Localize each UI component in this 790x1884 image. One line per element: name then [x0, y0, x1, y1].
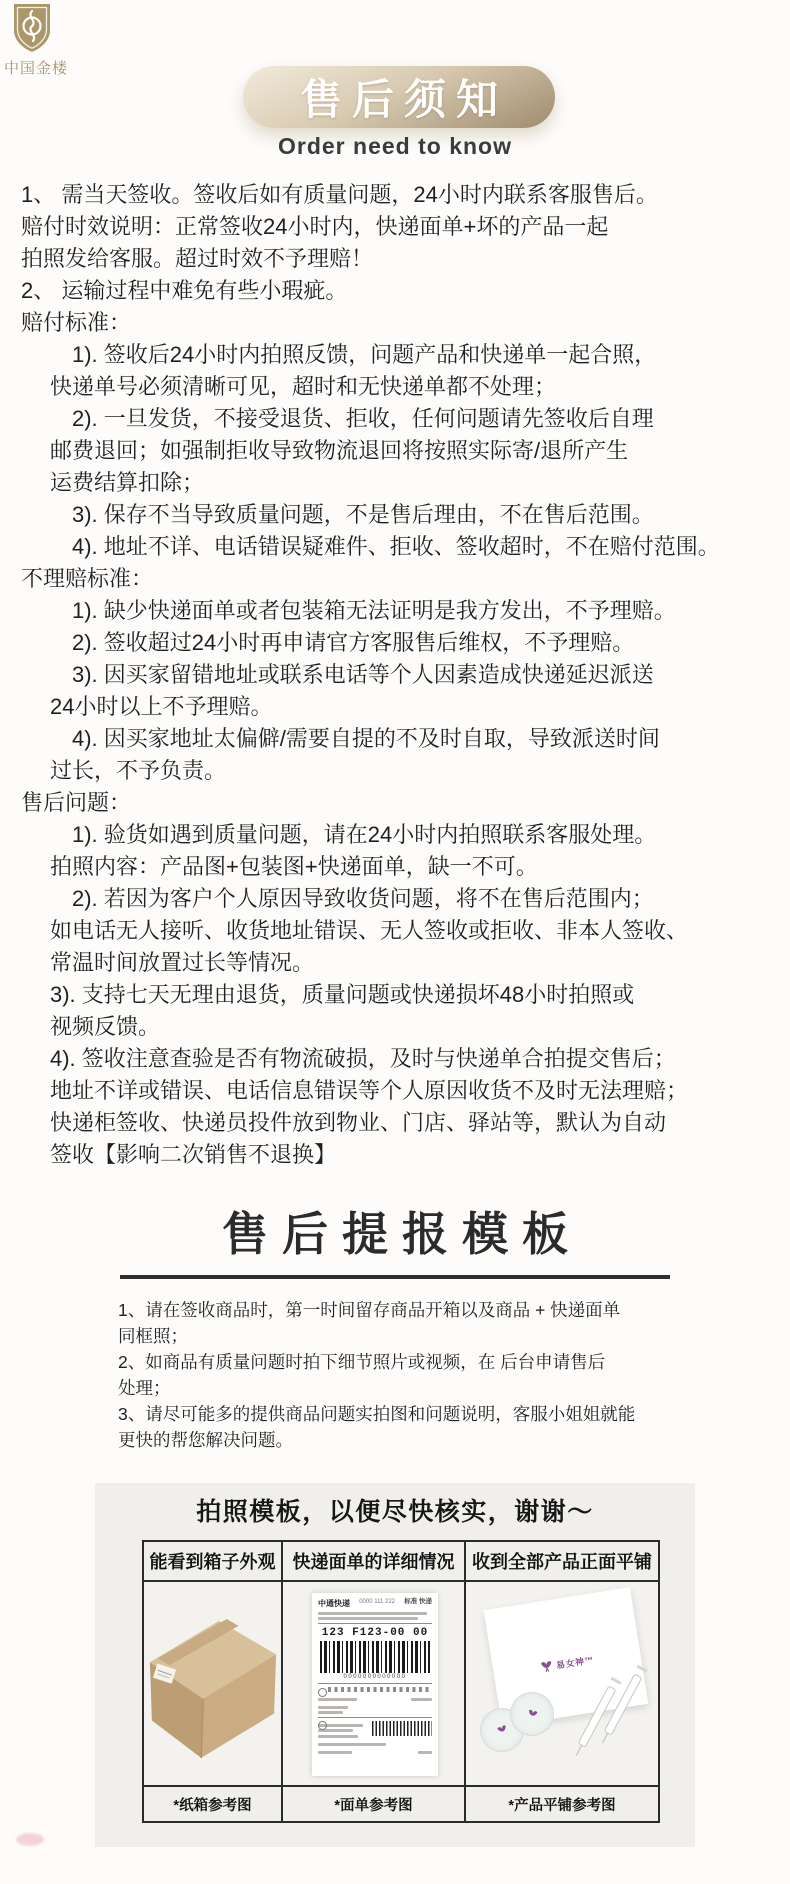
notice-line: 3). 保存不当导致质量问题，不是售后理由，不在售后范围。	[72, 502, 654, 527]
brand-logo	[4, 2, 114, 78]
field-line	[318, 1743, 386, 1746]
field-line	[418, 1751, 432, 1754]
pink-artifact	[16, 1833, 44, 1846]
notice-line: 拍照发给客服。超过时效不予理赔！	[21, 246, 374, 271]
service-type: 标准 快递	[404, 1598, 432, 1605]
notice-line: 4). 签收注意查验是否有物流破损，及时与快递单合拍提交售后；	[50, 1046, 676, 1071]
template-line: 3、请尽可能多的提供商品问题实拍图和问题说明，客服小姐姐就能	[118, 1404, 636, 1424]
field-line	[411, 1698, 432, 1701]
shipping-label	[312, 1593, 438, 1776]
shield-monogram-icon	[12, 2, 52, 54]
notice-line: 赔付标准：	[21, 310, 132, 335]
barcode	[320, 1641, 430, 1673]
field-line	[318, 1698, 357, 1701]
photo-template-panel	[95, 1483, 695, 1847]
report-template-title: 售后提报模板	[222, 1208, 582, 1260]
template-line: 1、请在签收商品时，第一时间留存商品开箱以及商品 + 快递面单	[118, 1300, 621, 1320]
notice-line: 2). 签收超过24小时再申请官方客服售后维权，不予理赔。	[72, 630, 635, 655]
sort-code: 123 F123-00 00	[321, 1627, 429, 1639]
notice-line: 2、 运输过程中难免有些小瑕疵。	[21, 278, 348, 303]
cardboard-box-icon	[144, 1582, 281, 1785]
notice-line: 快递柜签收、快递员投件放到物业、门店、驿站等，默认为自动	[50, 1110, 667, 1135]
waybill-number: 0000 111 222	[359, 1599, 395, 1605]
brand-name: 中国金楼	[4, 60, 69, 77]
notice-title: 售后须知	[299, 76, 508, 123]
butterfly-logo-icon	[539, 1659, 554, 1674]
barcode-digits: 0000000000000	[343, 1674, 407, 1680]
butterfly-logo-icon	[525, 1707, 538, 1720]
notice-line: 视频反馈。	[50, 1014, 161, 1039]
template-line: 处理；	[118, 1378, 171, 1398]
notice-line: 1). 签收后24小时内拍照反馈，问题产品和快递单一起合照，	[72, 342, 657, 367]
shipping-label-image	[283, 1582, 466, 1787]
address-line	[318, 1612, 427, 1615]
table-caption-product: *产品平铺参考图	[508, 1797, 616, 1814]
notice-line: 4). 地址不详、电话错误疑难件、拒收、签收超时，不在赔付范围。	[72, 534, 720, 559]
product-flatlay-image	[466, 1582, 658, 1787]
table-header-box: 能看到箱子外观	[144, 1542, 283, 1582]
table-header-product: 收到全部产品正面平铺	[466, 1542, 658, 1582]
notice-line: 1). 验货如遇到质量问题，请在24小时内拍照联系客服处理。	[72, 822, 657, 847]
cardboard-box-image	[144, 1582, 283, 1787]
table-caption-box: *纸箱参考图	[144, 1787, 283, 1821]
notice-line: 2). 若因为客户个人原因导致收货问题，将不在售后范围内；	[72, 886, 654, 911]
field-line	[318, 1751, 352, 1754]
small-barcode	[372, 1721, 432, 1736]
label-divider	[318, 1623, 432, 1624]
notice-line: 不理赔标准：	[21, 566, 154, 591]
field-line	[318, 1735, 358, 1738]
photo-panel-title: 拍照模板，以便尽快核实，谢谢～	[196, 1498, 594, 1526]
table-header-label: 快递面单的详细情况	[283, 1542, 466, 1582]
label-divider	[318, 1683, 432, 1684]
notice-line: 地址不详或错误、电话信息错误等个人原因收货不及时无法理赔；	[50, 1078, 689, 1103]
notice-line: 4). 因买家地址太偏僻/需要自提的不及时自取，导致派送时间	[72, 726, 660, 751]
digits-row	[328, 1687, 432, 1692]
notice-line: 邮费退回；如强制拒收导致物流退回将按照实际寄/退所产生	[50, 438, 629, 463]
field-line	[318, 1711, 343, 1714]
notice-title-badge	[243, 66, 555, 128]
notice-line: 签收【影响二次销售不退换】	[50, 1142, 337, 1167]
table-caption-label: *面单参考图	[283, 1787, 466, 1821]
notice-line: 3). 因买家留错地址或联系电话等个人因素造成快递延迟派送	[72, 662, 654, 687]
notice-line: 赔付时效说明：正常签收24小时内，快递面单+坏的产品一起	[21, 214, 609, 239]
notice-line: 过长，不予负责。	[50, 758, 227, 783]
template-line: 2、如商品有质量问题时拍下细节照片或视频，在 后台申请售后	[118, 1352, 606, 1372]
courier-name: 中通快递	[318, 1599, 350, 1608]
receiver-icon	[318, 1721, 327, 1730]
after-sales-notice-list	[0, 179, 790, 1171]
notice-subtitle: Order need to know	[278, 133, 512, 159]
butterfly-logo-icon	[495, 1723, 509, 1737]
product-brand: 易女神™	[555, 1654, 595, 1671]
notice-line: 1、 需当天签收。签收后如有质量问题，24小时内联系客服售后。	[21, 182, 658, 207]
template-line: 更快的帮您解决问题。	[118, 1430, 293, 1450]
notice-line: 2). 一旦发货，不接受退货、拒收，任何问题请先签收后自理	[72, 406, 654, 431]
product-photo	[466, 1582, 658, 1785]
title-underline	[120, 1275, 670, 1279]
sender-icon	[318, 1688, 327, 1697]
template-line: 同框照；	[118, 1326, 188, 1346]
notice-line: 快递单号必须清晰可见，超时和无快递单都不处理；	[50, 374, 557, 399]
notice-line: 如电话无人接听、收货地址错误、无人签收或拒收、非本人签收、	[50, 918, 689, 943]
notice-line: 售后问题：	[21, 790, 132, 815]
notice-line: 运费结算扣除；	[50, 470, 205, 495]
notice-line: 24小时以上不予理赔。	[50, 694, 273, 719]
label-divider	[318, 1717, 432, 1718]
photo-template-table	[142, 1540, 660, 1823]
report-template-list	[118, 1297, 790, 1453]
field-line	[318, 1706, 348, 1709]
notice-line: 拍照内容：产品图+包装图+快递面单，缺一不可。	[50, 854, 538, 879]
notice-line: 3). 支持七天无理由退货，质量问题或快递损坏48小时拍照或	[50, 982, 635, 1007]
report-template-section	[0, 1205, 790, 1453]
notice-line: 常温时间放置过长等情况。	[50, 950, 315, 975]
notice-line: 1). 缺少快递面单或者包装箱无法证明是我方发出，不予理赔。	[72, 598, 676, 623]
address-line	[318, 1617, 418, 1620]
